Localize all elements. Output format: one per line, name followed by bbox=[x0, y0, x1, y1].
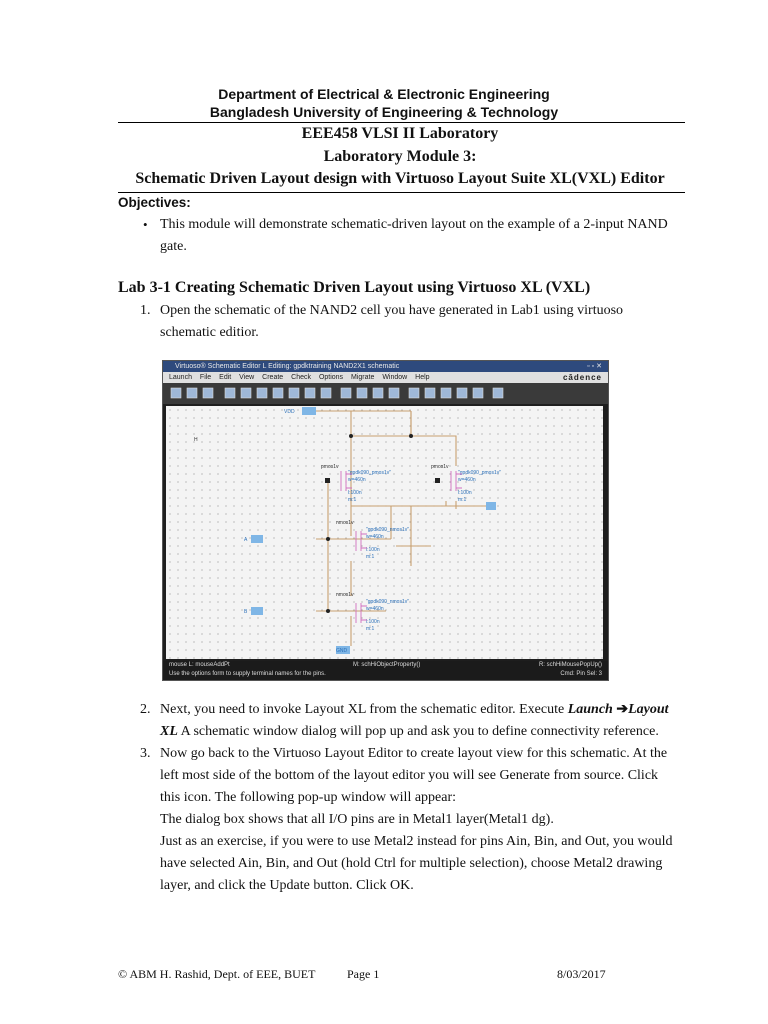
a-pin bbox=[251, 535, 263, 543]
step-3-line-1: Now go back to the Virtuoso Layout Editor to create layout view for this schematic. At the bbox=[160, 746, 668, 761]
section-heading: Lab 3-1 Creating Schematic Driven Layout using Virtuoso XL (VXL) bbox=[118, 279, 591, 296]
status-right: R: schHiMousePopUp() bbox=[538, 662, 602, 668]
step-3-line-7: layer, and click the Update button. Click OK. bbox=[160, 878, 414, 893]
objective-line-1: This module will demonstrate schematic-driven layout on the example of a 2-input NAND bbox=[160, 217, 668, 232]
objective-line-2: gate. bbox=[160, 239, 187, 254]
step-2-text-2: A schematic window dialog will pop up and ask you to define connectivity reference. bbox=[177, 724, 659, 739]
out-pin bbox=[486, 502, 496, 510]
step-3-number: 3. bbox=[140, 746, 151, 761]
menu-view: View bbox=[239, 374, 255, 381]
menu-file: File bbox=[199, 374, 212, 381]
step-1-number: 1. bbox=[140, 303, 151, 318]
step-3-line-2: left most side of the bottom of the layout editor you will see Generate from source. Click bbox=[160, 768, 659, 783]
status-cmd: Cmd: Pin Sel: 3 bbox=[560, 671, 602, 677]
menu-options: Options bbox=[318, 374, 344, 381]
step-3-line-6: have selected Ain, Bin, and Out (hold Ctrl for multiple selection), choose Metal2 drawing bbox=[160, 856, 663, 871]
toolbar-icons bbox=[163, 383, 608, 404]
step-3-line-3: this icon. The following pop-up window will appear: bbox=[160, 790, 457, 805]
step-2-xl: XL bbox=[160, 724, 178, 739]
vdd-label: VDD bbox=[284, 409, 295, 415]
pmos-right-l: l:100n bbox=[458, 490, 472, 496]
menu-launch: Launch bbox=[169, 374, 192, 381]
department-name: Department of Electrical & Electronic Engineering bbox=[218, 86, 550, 102]
course-title: EEE458 VLSI II Laboratory bbox=[301, 125, 499, 142]
pmos-right-label: pmos1v bbox=[431, 464, 449, 470]
schematic-editor-screenshot bbox=[162, 360, 609, 681]
canvas-marker: H bbox=[194, 437, 198, 443]
nmos-top-l: l:100n bbox=[366, 547, 380, 553]
nmos-top-model: "gpdk090_nmos1v" bbox=[366, 527, 410, 533]
status-prompt: Use the options form to supply terminal names for the pins. bbox=[169, 671, 326, 677]
window-titlebar bbox=[163, 361, 608, 372]
a-label: A bbox=[244, 537, 248, 543]
pmos-right-w: w=460n bbox=[458, 477, 476, 483]
menu-edit: Edit bbox=[219, 374, 232, 381]
menu-create: Create bbox=[262, 374, 284, 381]
nmos-bottom-w: w=460n bbox=[366, 606, 384, 612]
step-3-line-4: The dialog box shows that all I/O pins are in Metal1 layer(Metal1 dg). bbox=[160, 812, 554, 827]
menu-window: Window bbox=[382, 374, 408, 381]
topic-title: Schematic Driven Layout design with Virtuoso Layout Suite XL(VXL) Editor bbox=[135, 170, 665, 187]
module-title: Laboratory Module 3: bbox=[323, 148, 477, 165]
step-2-text: Next, you need to invoke Layout XL from the schematic editor. Execute bbox=[160, 702, 568, 717]
pmos-left-model: "gpdk090_pmos1v" bbox=[348, 470, 392, 476]
menu-check: Check bbox=[291, 374, 311, 381]
b-pin bbox=[251, 607, 263, 615]
nmos-bottom-m: m:1 bbox=[366, 626, 375, 632]
pmos-left-l: l:100n bbox=[348, 490, 362, 496]
window-controls-icon: ▫▫✕ bbox=[587, 363, 604, 370]
step-1-line-1: Open the schematic of the NAND2 cell you have generated in Lab1 using virtuoso bbox=[160, 303, 624, 318]
vdd-pin bbox=[302, 407, 316, 415]
title-rule bbox=[118, 192, 685, 193]
pmos-right-m: m:1 bbox=[458, 497, 467, 503]
status-mid: M: schHiObjectProperty() bbox=[353, 662, 421, 668]
status-left: mouse L: mouseAddPt bbox=[169, 662, 230, 668]
window-toolbar bbox=[163, 383, 608, 404]
header-rule bbox=[118, 122, 685, 123]
menu-migrate: Migrate bbox=[351, 374, 375, 381]
nmos-bottom-model: "gpdk090_nmos1v" bbox=[366, 599, 410, 605]
footer-page: Page 1 bbox=[347, 967, 380, 981]
menu-help: Help bbox=[415, 374, 430, 381]
step-2-line-2 bbox=[160, 721, 690, 743]
schematic-labels bbox=[194, 409, 501, 654]
step-2-line-1 bbox=[160, 699, 690, 721]
nmos-top-w: w=460n bbox=[366, 534, 384, 540]
pmos-left-m: m:1 bbox=[348, 497, 357, 503]
b-label: B bbox=[244, 609, 248, 615]
window-title: Virtuoso® Schematic Editor L Editing: gpdktraining NAND2X1 schematic bbox=[175, 363, 400, 370]
nmos-bottom-l: l:100n bbox=[366, 619, 380, 625]
footer-date: 8/03/2017 bbox=[557, 967, 606, 981]
nmos-bottom-label: nmos1v bbox=[336, 592, 354, 598]
university-name: Bangladesh University of Engineering & Technology bbox=[209, 104, 559, 120]
footer-author: © ABM H. Rashid, Dept. of EEE, BUET bbox=[118, 967, 316, 981]
step-2-number: 2. bbox=[140, 702, 151, 717]
pmos-right-model: "gpdk090_pmos1v" bbox=[458, 470, 502, 476]
pmos-left-w: w=460n bbox=[348, 477, 366, 483]
nmos-top-label: nmos1v bbox=[336, 520, 354, 526]
arrow-right-icon: ➔ bbox=[616, 702, 629, 717]
step-2-layout: Layout bbox=[628, 702, 669, 717]
nmos-top-m: m:1 bbox=[366, 554, 375, 560]
window-statusbar bbox=[163, 661, 608, 680]
gnd-label: GND bbox=[336, 648, 348, 654]
step-2-launch: Launch bbox=[567, 702, 617, 717]
step-3-line-5: Just as an exercise, if you were to use Metal2 instead for pins Ain, Bin, and Out, you would bbox=[160, 834, 673, 849]
window-menubar bbox=[163, 372, 608, 383]
step-1-line-2: schematic editior. bbox=[160, 325, 259, 340]
bullet-icon: • bbox=[143, 217, 148, 232]
cadence-logo: cādence bbox=[562, 373, 602, 382]
schematic-canvas bbox=[166, 406, 603, 659]
pmos-left-label: pmos1v bbox=[321, 464, 339, 470]
objectives-heading: Objectives: bbox=[118, 195, 191, 210]
